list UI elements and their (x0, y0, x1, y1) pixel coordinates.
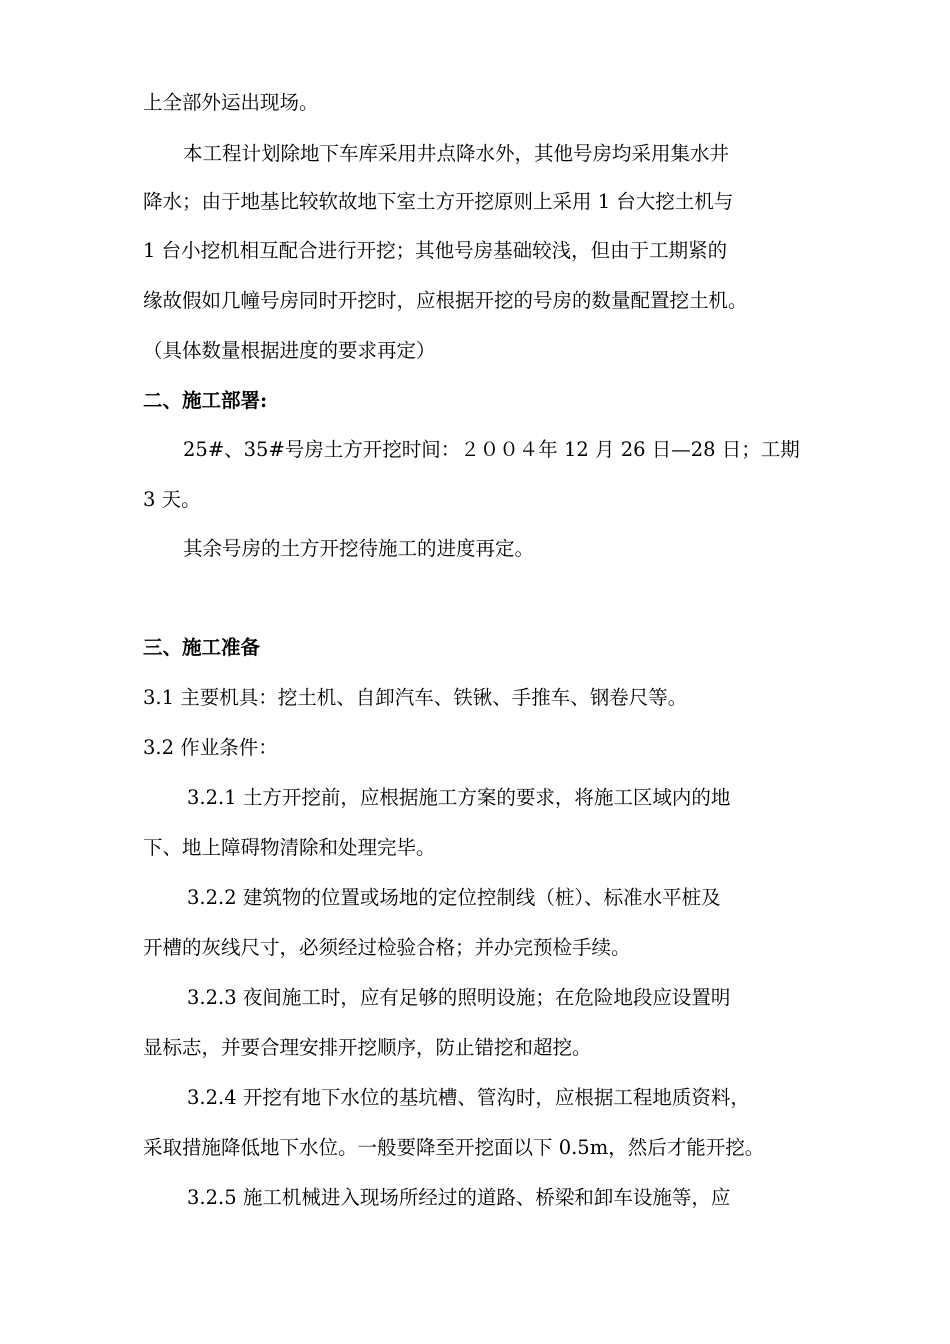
paragraph-line: 本工程计划除地下车库采用井点降水外，其他号房均采用集水井 (183, 142, 730, 165)
paragraph-line: 其余号房的土方开挖待施工的进度再定。 (183, 537, 535, 560)
paragraph-line: 25#、35#号房土方开挖时间：２００４年 12 月 26 日—28 日；工期 (183, 438, 800, 461)
paragraph-line: 显标志，并要合理安排开挖顺序，防止错挖和超挖。 (143, 1036, 592, 1059)
section-heading: 二、施工部署: (143, 389, 268, 412)
paragraph-line: 1 台小挖机相互配合进行开挖；其他号房基础较浅，但由于工期紧的 (143, 239, 728, 262)
paragraph-line: 降水；由于地基比较软故地下室土方开挖原则上采用 1 台大挖土机与 (143, 190, 734, 213)
paragraph-line: （具体数量根据进度的要求再定） (143, 339, 436, 362)
paragraph-line: 3.1 主要机具：挖土机、自卸汽车、铁锹、手推车、钢卷尺等。 (143, 686, 688, 709)
paragraph-line: 3.2.1 土方开挖前，应根据施工方案的要求，将施工区域内的地 (187, 786, 731, 809)
paragraph-line: 3.2.5 施工机械进入现场所经过的道路、桥梁和卸车设施等，应 (187, 1186, 731, 1209)
paragraph-line: 3.2.2 建筑物的位置或场地的定位控制线（桩）、标准水平桩及 (187, 886, 721, 909)
paragraph-line: 采取措施降低地下水位。一般要降至开挖面以下 0.5m，然后才能开挖。 (143, 1136, 765, 1159)
paragraph-line: 3.2.3 夜间施工时，应有足够的照明设施；在危险地段应设置明 (187, 986, 731, 1009)
paragraph-line: 开槽的灰线尺寸，必须经过检验合格；并办完预检手续。 (143, 936, 631, 959)
section-heading: 三、施工准备 (143, 636, 261, 659)
paragraph-line: 下、地上障碍物清除和处理完毕。 (143, 836, 436, 859)
paragraph-line: 缘故假如几幢号房同时开挖时，应根据开挖的号房的数量配置挖土机。 (143, 289, 748, 312)
paragraph-line: 上全部外运出现场。 (143, 91, 319, 114)
paragraph-line: 3 天。 (143, 488, 201, 511)
paragraph-line: 3.2 作业条件： (143, 736, 278, 759)
paragraph-line: 3.2.4 开挖有地下水位的基坑槽、管沟时，应根据工程地质资料， (187, 1086, 750, 1109)
